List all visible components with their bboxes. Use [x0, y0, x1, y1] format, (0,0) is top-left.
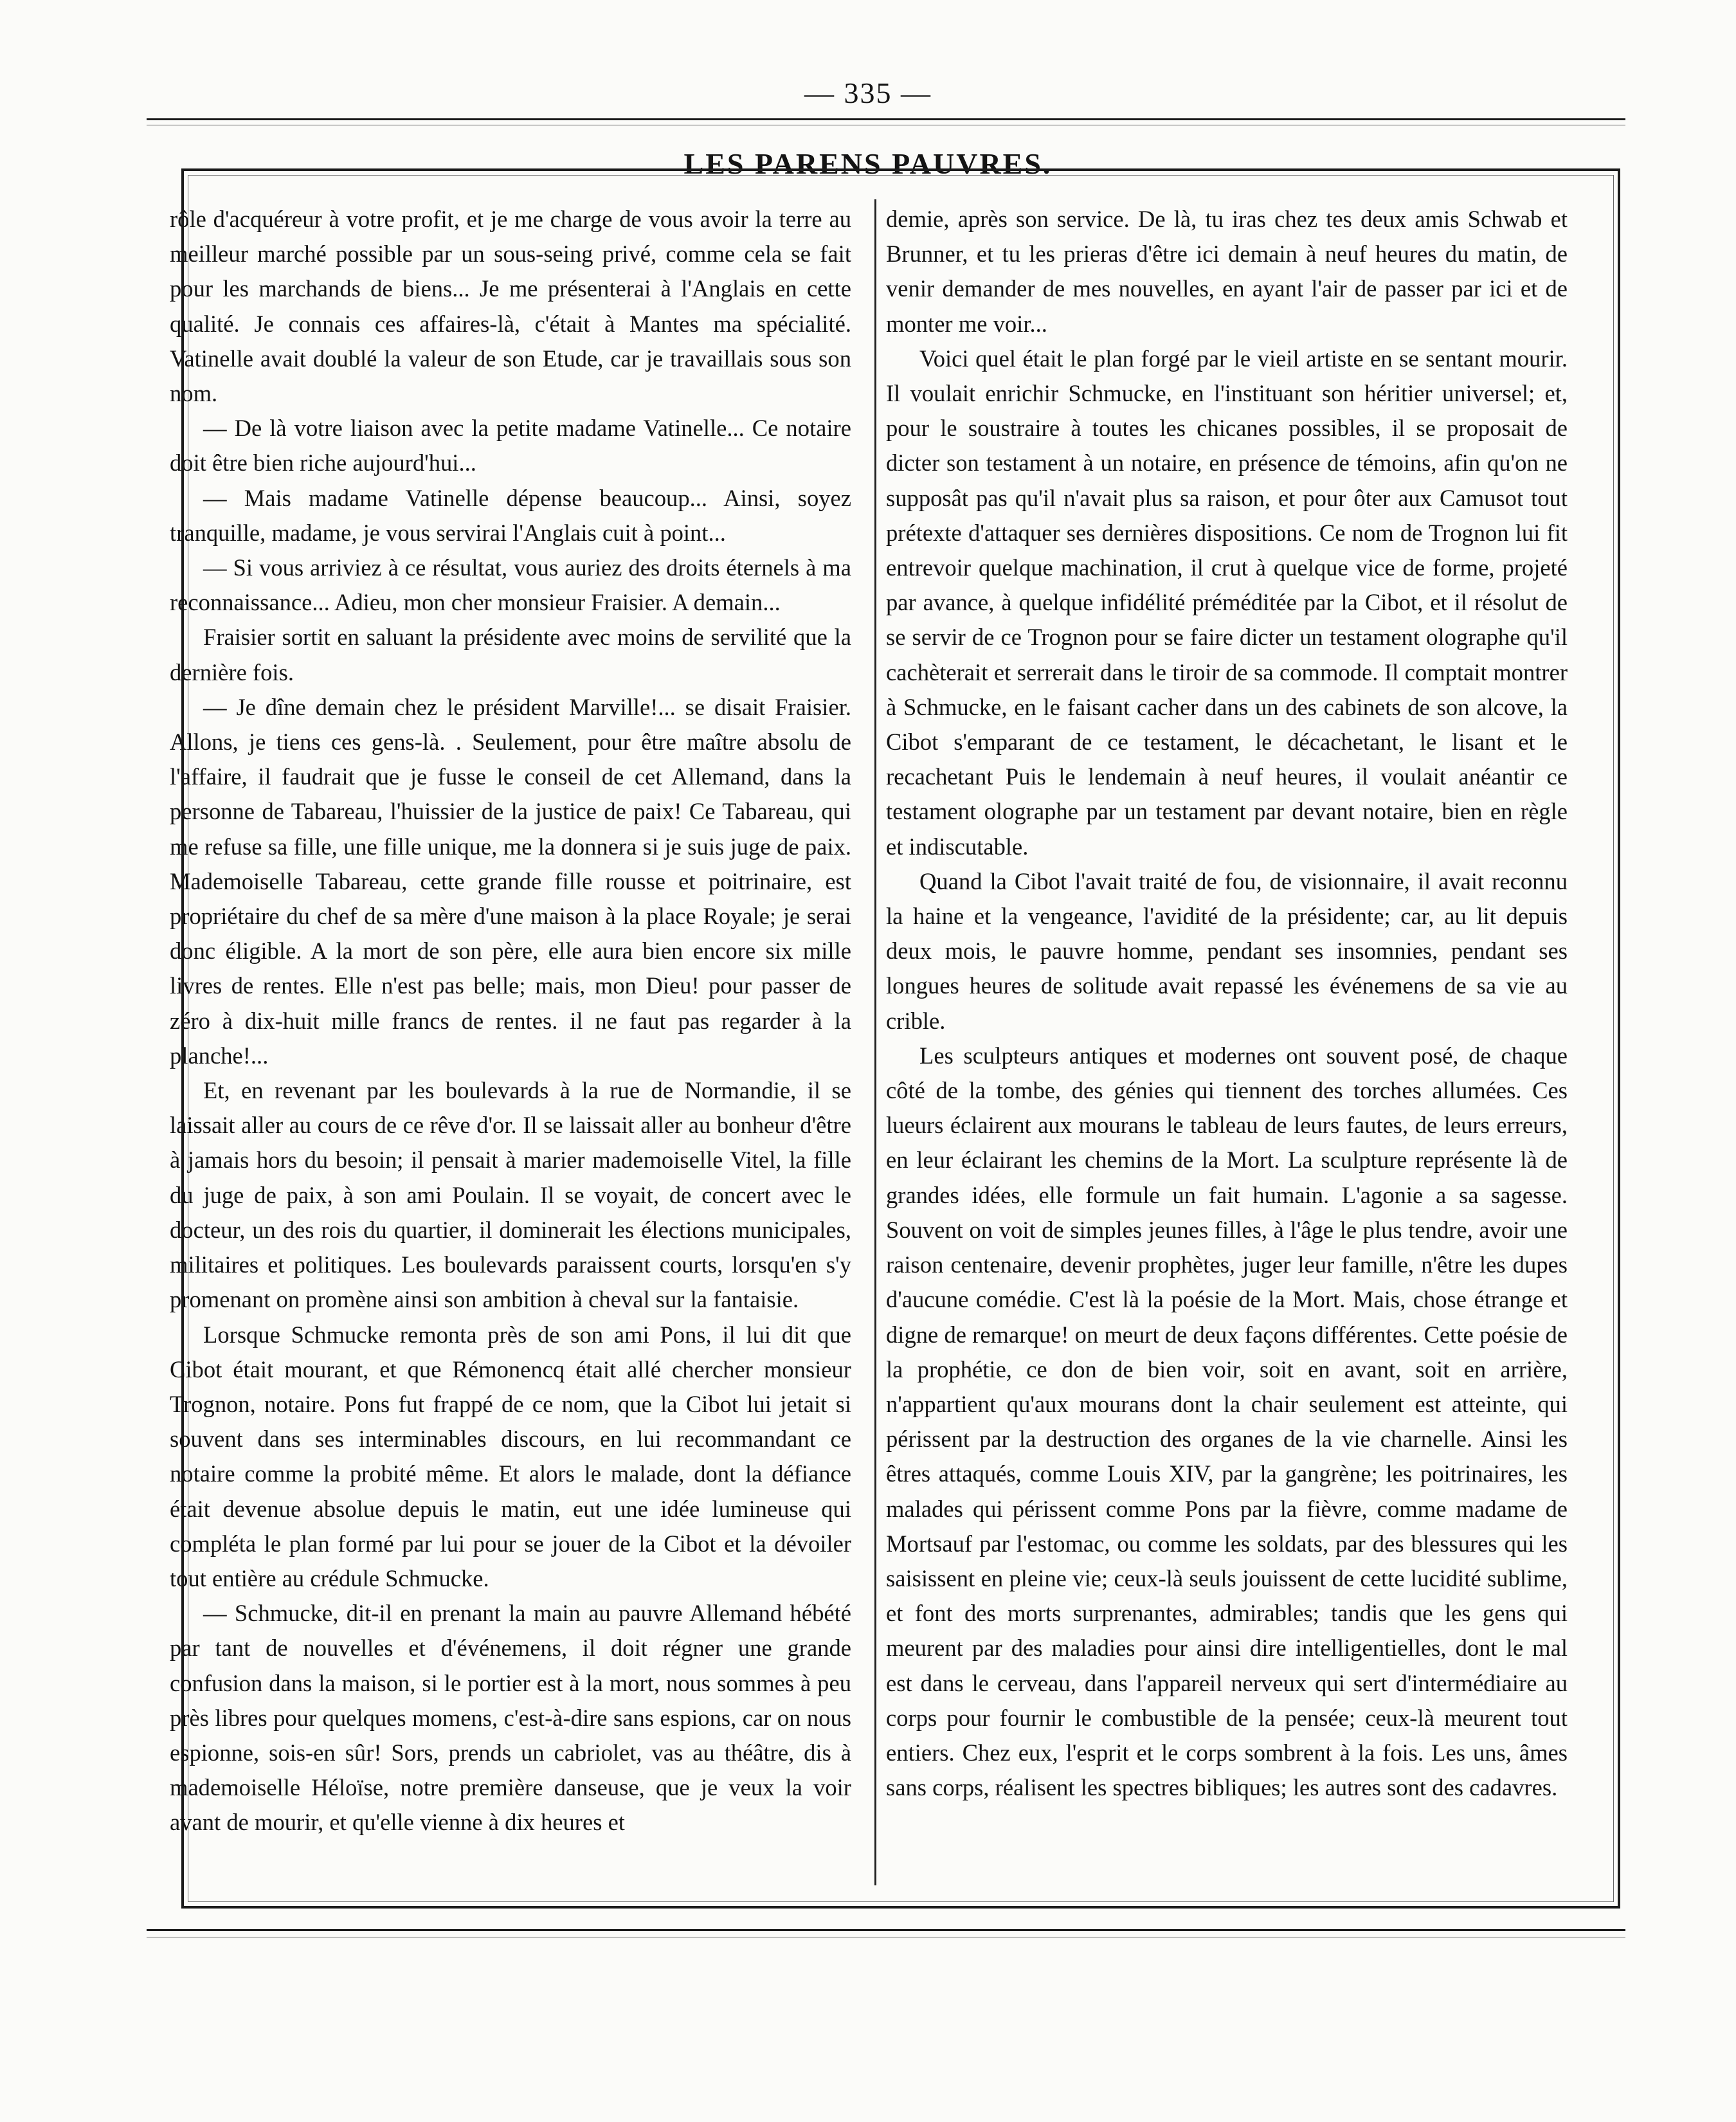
- left-paragraph-2: — De là votre liaison avec la petite madame Vatinelle... Ce notaire doit être bien riche aujourd'hui...: [170, 415, 851, 476]
- left-paragraph-8: Lorsque Schmucke remonta près de son ami Pons, il lui dit que Cibot était mourant, et que Rémonencq était allé chercher monsieur Trognon, notaire. Pons fut frappé de ce nom, que la Cibot lui jetait si souvent dans ses interminables discours, en lui recommandant ce notaire comme la probité même. Et alors le malade, dont la défiance était devenue absolue depuis le matin, eut une idée lumineuse qui compléta le plan formé par lui pour se jouer de la Cibot et la dévoiler tout entière au crédule Schmucke.: [170, 1321, 851, 1592]
- right-paragraph-1: demie, après son service. De là, tu iras chez tes deux amis Schwab et Brunner, et tu les prieras d'être ici demain à neuf heures du matin, de venir demander de mes nouvelles, en ayant l'air de passer par ici et de monter me voir...: [886, 206, 1568, 337]
- left-paragraph-3: — Mais madame Vatinelle dépense beaucoup... Ainsi, soyez tranquille, madame, je vous servirai l'Anglais cuit à point...: [170, 484, 851, 546]
- right-paragraph-3: Quand la Cibot l'avait traité de fou, de visionnaire, il avait reconnu la haine et la vengeance, l'avidité de la présidente; car, au lit depuis deux mois, le pauvre homme, pendant ses insomnies, pendant ses longues heures de solitude avait repassé les événemens de sa vie au crible.: [886, 867, 1568, 1034]
- column-divider: [874, 199, 876, 1885]
- running-title: LES PARENS PAUVRES.: [683, 147, 1053, 180]
- right-paragraph-2: Voici quel était le plan forgé par le vieil artiste en se sentant mourir. Il voulait enrichir Schmucke, en l'instituant son héritier universel; et, pour le soustraire à toutes les chicanes possibles, il se proposait de dicter son testament à un notaire, en présence de témoins, afin qu'on ne supposât pas qu'il n'avait plus sa raison, et pour ôter aux Camusot tout prétexte d'attaquer ses dernières dispositions. Ce nom de Trognon lui fit entrevoir quelque machination, il crut à quelque vice de forme, projeté par avance, à quelque infidélité préméditée par la Cibot, et il résolut de se servir de ce Trognon pour se faire dicter un testament olographe qu'il cachèterait et serrerait dans le tiroir de sa commode. Il comptait montrer à Schmucke, en le faisant cacher dans un des cabinets de son alcove, la Cibot s'emparant de ce testament, le décachetant, le lisant et le recachetant Puis le lendemain à neuf heures, il voulait anéantir ce testament olographe par un testament par devant notaire, bien en règle et indiscutable.: [886, 345, 1568, 860]
- left-paragraph-6: — Je dîne demain chez le président Marville!... se disait Fraisier. Allons, je tiens ces gens-là. . Seulement, pour être maître absolu de l'affaire, il faudrait que je fusse le conseil de cet Allemand, dans la personne de Tabareau, l'huissier de la justice de paix! Ce Tabareau, qui me refuse sa fille, une fille unique, me la donnera si je suis juge de paix. Mademoiselle Tabareau, cette grande fille rousse et poitrinaire, est propriétaire du chef de sa mère d'une maison à la place Royale; je serai donc éligible. A la mort de son père, elle aura bien encore six mille livres de rentes. Elle n'est pas belle; mais, mon Dieu! pour passer de zéro à dix-huit mille francs de rentes. il ne faut pas regarder à la planche!...: [170, 693, 851, 1069]
- left-paragraph-4: — Si vous arriviez à ce résultat, vous auriez des droits éternels à ma reconnaissance... Adieu, mon cher monsieur Fraisier. A demain...: [170, 554, 851, 616]
- left-paragraph-7: Et, en revenant par les boulevards à la rue de Normandie, il se laissait aller au cours de ce rêve d'or. Il se laissait aller au bonheur d'être à jamais hors du besoin; il pensait à marier mademoiselle Vitel, la fille du juge de paix, à son ami Poulain. Il se voyait, de concert avec le docteur, un des rois du quartier, il dominerait les élections municipales, militaires et politiques. Les boulevards paraissent courts, lorsqu'en s'y promenant on promène ainsi son ambition à cheval sur la fantaisie.: [170, 1077, 851, 1313]
- bottom-rule: [147, 1929, 1625, 1931]
- page-number: — 335 —: [804, 77, 932, 109]
- left-paragraph-5: Fraisier sortit en saluant la présidente avec moins de servilité que la dernière fois.: [170, 624, 851, 685]
- top-rule: [147, 118, 1625, 120]
- left-paragraph-9: — Schmucke, dit-il en prenant la main au pauvre Allemand hébété par tant de nouvelles et d'événemens, il doit régner une grande confusion dans la maison, si le portier est à la mort, nous sommes à peu près libres pour quelques momens, c'est-à-dire sans espions, car on nous espionne, sois-en sûr! Sors, prends un cabriolet, vas au théâtre, dis à mademoiselle Héloïse, notre première danseuse, que je veux la voir avant de mourir, et qu'elle vienne à dix heures et: [170, 1600, 851, 1836]
- right-column: [886, 202, 1568, 1893]
- left-column: [170, 202, 851, 1893]
- left-paragraph-1: rôle d'acquéreur à votre profit, et je me charge de vous avoir la terre au meilleur marché possible par un sous-seing privé, comme cela se fait pour les marchands de biens... Je me présenterai à l'Anglais en cette qualité. Je connais ces affaires-là, c'était à Mantes ma spécialité. Vatinelle avait doublé la valeur de son Etude, car je travaillais sous son nom.: [170, 206, 851, 407]
- right-paragraph-4: Les sculpteurs antiques et modernes ont souvent posé, de chaque côté de la tombe, des génies qui tiennent des torches allumées. Ces lueurs éclairent aux mourans le tableau de leurs fautes, de leurs erreurs, en leur éclairant les chemins de la Mort. La sculpture représente là de grandes idées, elle formule un fait humain. L'agonie a sa sagesse. Souvent on voit de simples jeunes filles, à l'âge le plus tendre, avoir une raison centenaire, devenir prophètes, juger leur famille, n'être les dupes d'aucune comédie. C'est là la poésie de la Mort. Mais, chose étrange et digne de remarque! on meurt de deux façons différentes. Cette poésie de la prophétie, ce don de bien voir, soit en avant, soit en arrière, n'appartient qu'aux mourans dont la chair seulement est atteinte, qui périssent par la destruction des organes de la vie charnelle. Ainsi les êtres attaqués, comme Louis XIV, par la gangrène; les poitrinaires, les malades qui périssent comme Pons par la fièvre, comme madame de Mortsauf par l'estomac, ou comme les soldats, par des blessures qui les saisissent en pleine vie; ceux-là seuls jouissent de cette lucidité sublime, et font des morts surprenantes, admirables; tandis que les gens qui meurent par des maladies pour ainsi dire intelligentielles, dont le mal est dans le cerveau, dans l'appareil nerveux qui sert d'intermédiaire au corps pour fournir le combustible de la pensée; ceux-là meurent tout entiers. Chez eux, l'esprit et le corps sombrent à la fois. Les uns, âmes sans corps, réalisent les spectres bibliques; les autres sont des cadavres.: [886, 1042, 1568, 1801]
